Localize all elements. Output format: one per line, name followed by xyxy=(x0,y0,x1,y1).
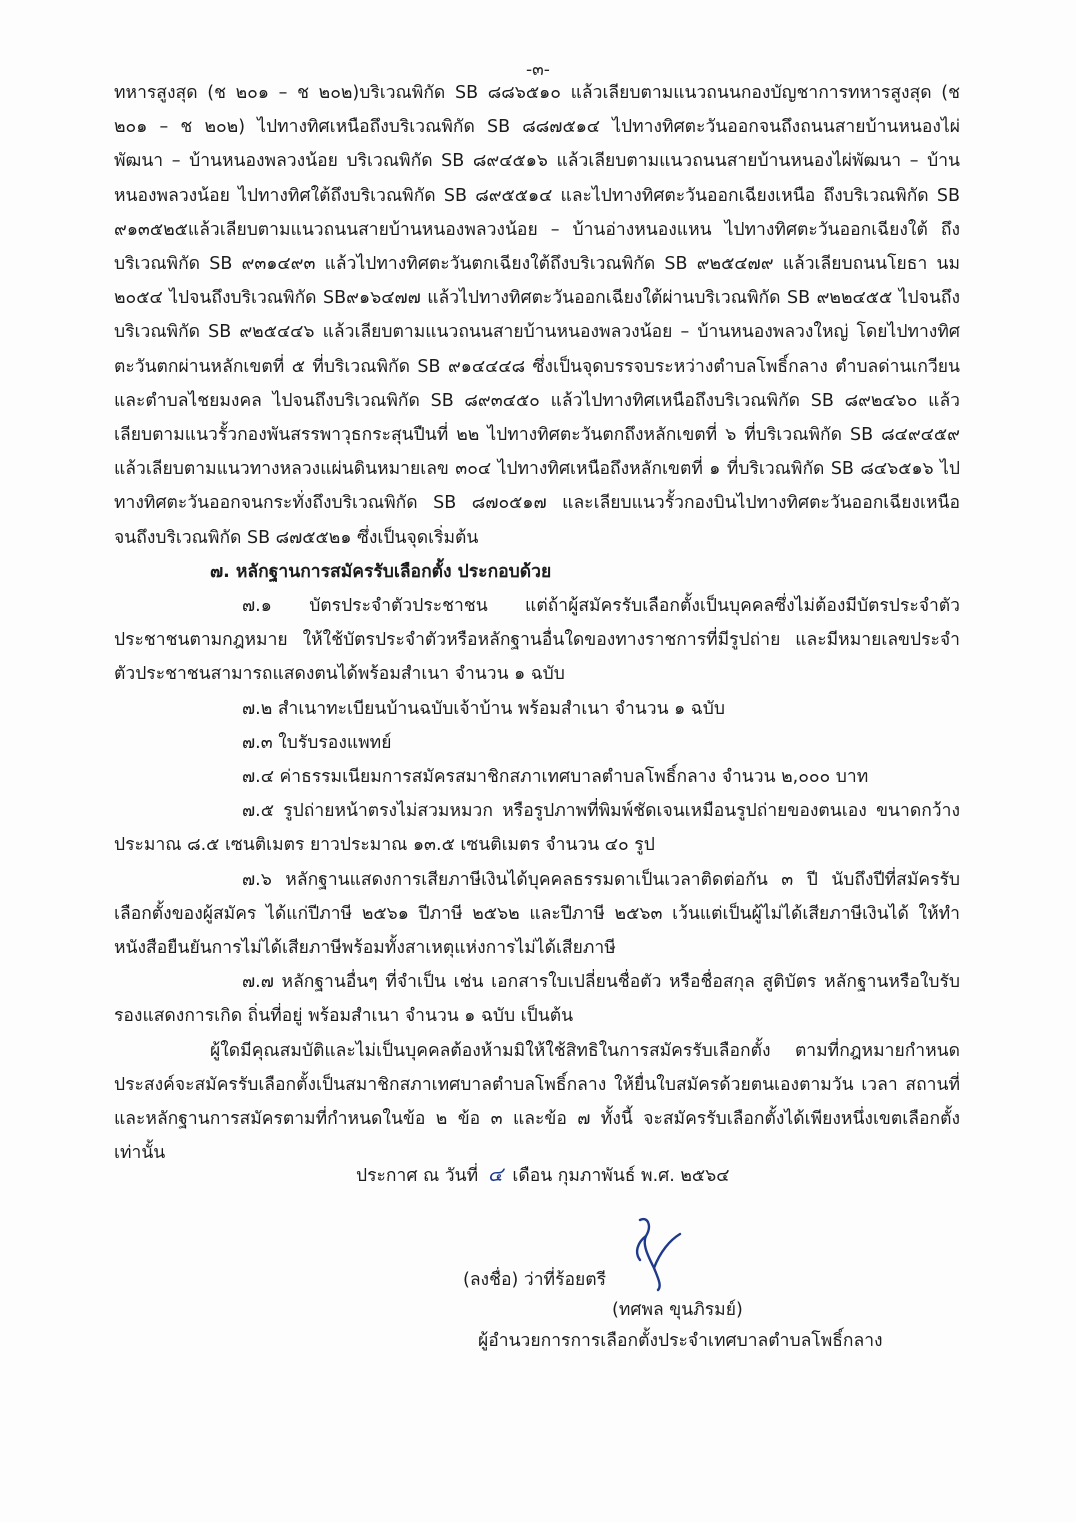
announcement-date xyxy=(356,1158,730,1190)
signer-name: (ทศพล ขุนภิรมย์) xyxy=(612,1300,743,1320)
announcement-prefix: ประกาศ ณ วันที่ xyxy=(356,1166,479,1186)
signer-position: ผู้อำนวยการการเลือกตั้งประจำเทศบาลตำบลโพธิ์กลาง xyxy=(478,1331,883,1351)
item-7-7: ๗.๗ หลักฐานอื่นๆ ที่จำเป็น เช่น เอกสารใบเปลี่ยนชื่อตัว หรือชื่อสกุล สูติบัตร หลักฐานหรือใบรับรองแสดงการเกิด ถิ่นที่อยู่ พร้อมสำเนา จำนวน ๑ ฉบับ เป็นต้น xyxy=(114,972,960,1027)
boundary-description-paragraph: ทหารสูงสุด (ช ๒๐๑ – ช ๒๐๒)บริเวณพิกัด SB ๘๘๖๕๑๐ แล้วเลียบตามแนวถนนกองบัญชาการทหารสูงสุด (ช ๒๐๑ – ช ๒๐๒) ไปทางทิศเหนือถึงบริเวณพิกัด SB ๘๘๗๕๑๔ ไปทางทิศตะวันออกจนถึงถนนสายบ้านหนองไผ่พัฒนา – บ้านหนองพลวงน้อย บริเวณพิกัด SB ๘๙๔๕๑๖ แล้วเลียบตามแนวถนนสายบ้านหนองไผ่พัฒนา – บ้านหนองพลวงน้อย ไปทางทิศใต้ถึงบริเวณพิกัด SB ๘๙๕๕๑๔ และไปทางทิศตะวันออกเฉียงเหนือ ถึงบริเวณพิกัด SB ๙๑๓๕๒๕แล้วเลียบตามแนวถนนสายบ้านหนองพลวงน้อย – บ้านอ่างหนองแหน ไปทางทิศตะวันออกเฉียงใต้ ถึงบริเวณพิกัด SB ๙๓๑๔๙๓ แล้วไปทางทิศตะวันตกเฉียงใต้ถึงบริเวณพิกัด SB ๙๒๕๔๗๙ แล้วเลียบถนนโยธา นม ๒๐๕๔ ไปจนถึงบริเวณพิกัด SB๙๑๖๔๗๗ แล้วไปทางทิศตะวันออกเฉียงใต้ผ่านบริเวณพิกัด SB ๙๒๒๔๕๕ ไปจนถึงบริเวณพิกัด SB ๙๒๕๔๔๖ แล้วเลียบตามแนวถนนสายบ้านหนองพลวงน้อย – บ้านหนองพลวงใหญ่ โดยไปทางทิศตะวันตกผ่านหลักเขตที่ ๕ ที่บริเวณพิกัด SB ๙๑๔๔๔๘ ซึ่งเป็นจุดบรรจบระหว่างตำบลโพธิ์กลาง ตำบลด่านเกวียน และตำบลไชยมงคล ไปจนถึงบริเวณพิกัด SB ๘๙๓๔๕๐ แล้วไปทางทิศเหนือถึงบริเวณพิกัด SB ๘๙๒๔๖๐ แล้วเลียบตามแนวรั้วกองพันสรรพาวุธกระสุนปืนที่ ๒๒ ไปทางทิศตะวันตกถึงหลักเขตที่ ๖ ที่บริเวณพิกัด SB ๘๔๙๔๕๙ แล้วเลียบตามแนวทางหลวงแผ่นดินหมายเลข ๓๐๔ ไปทางทิศเหนือถึงหลักเขตที่ ๑ ที่บริเวณพิกัด SB ๘๔๖๕๑๖ ไปทางทิศตะวันออกจนกระทั่งถึงบริเวณพิกัด SB ๘๗๐๕๑๗ และเลียบแนวรั้วกองบินไปทางทิศตะวันออกเฉียงเหนือ จนถึงบริเวณพิกัด SB ๘๗๕๕๒๑ ซึ่งเป็นจุดเริ่มต้น xyxy=(114,83,960,548)
item-7-1: ๗.๑ บัตรประจำตัวประชาชน แต่ถ้าผู้สมัครรับเลือกตั้งเป็นบุคคลซึ่งไม่ต้องมีบัตรประจำตัวประชาชนตามกฎหมาย ให้ใช้บัตรประจำตัวหรือหลักฐานอื่นใดของทางราชการที่มีรูปถ่าย และมีหมายเลขประจำตัวประชาชนสามารถแสดงตนได้พร้อมสำเนา จำนวน ๑ ฉบับ xyxy=(114,596,960,685)
signed-by-label: (ลงชื่อ) ว่าที่ร้อยตรี xyxy=(463,1270,606,1290)
handwritten-signature-icon xyxy=(618,1212,688,1292)
item-7-5: ๗.๕ รูปถ่ายหน้าตรงไม่สวมหมวก หรือรูปภาพที่พิมพ์ชัดเจนเหมือนรูปถ่ายของตนเอง ขนาดกว้างประมาณ ๘.๕ เซนติเมตร ยาวประมาณ ๑๓.๕ เซนติเมตร จำนวน ๔๐ รูป xyxy=(114,801,960,856)
item-7-4: ๗.๔ ค่าธรรมเนียมการสมัครสมาชิกสภาเทศบาลตำบลโพธิ์กลาง จำนวน ๒,๐๐๐ บาท xyxy=(242,767,869,788)
item-7-2: ๗.๒ สำเนาทะเบียนบ้านฉบับเจ้าบ้าน พร้อมสำเนา จำนวน ๑ ฉบับ xyxy=(242,698,725,719)
section-7-heading: ๗. หลักฐานการสมัครรับเลือกตั้ง ประกอบด้วย xyxy=(210,561,552,582)
page-number: -๓- xyxy=(526,60,550,80)
closing-paragraph: ผู้ใดมีคุณสมบัติและไม่เป็นบุคคลต้องห้ามมิให้ใช้สิทธิในการสมัครรับเลือกตั้ง ตามที่กฎหมายกำหนด ประสงค์จะสมัครรับเลือกตั้งเป็นสมาชิกสภาเทศบาลตำบลโพธิ์กลาง ให้ยื่นใบสมัครด้วยตนเองตามวัน เวลา สถานที่ และหลักฐานการสมัครตามที่กำหนดในข้อ ๒ ข้อ ๓ และข้อ ๗ ทั้งนี้ จะสมัครรับเลือกตั้งได้เพียงหนึ่งเขตเลือกตั้งเท่านั้น xyxy=(114,1040,960,1164)
document-body xyxy=(114,76,960,1171)
announcement-suffix: เดือน กุมภาพันธ์ พ.ศ. ๒๕๖๔ xyxy=(512,1166,730,1186)
item-7-6: ๗.๖ หลักฐานแสดงการเสียภาษีเงินได้บุคคลธรรมดาเป็นเวลาติดต่อกัน ๓ ปี นับถึงปีที่สมัครรับเลือกตั้งของผู้สมัคร ได้แก่ปีภาษี ๒๕๖๑ ปีภาษี ๒๕๖๒ และปีภาษี ๒๕๖๓ เว้นแต่เป็นผู้ไม่ได้เสียภาษีเงินได้ ให้ทำหนังสือยืนยันการไม่ได้เสียภาษีพร้อมทั้งสาเหตุแห่งการไม่ได้เสียภาษี xyxy=(114,869,960,959)
item-7-3: ๗.๓ ใบรับรองแพทย์ xyxy=(242,732,392,753)
announcement-day: ๔ xyxy=(487,1162,503,1186)
